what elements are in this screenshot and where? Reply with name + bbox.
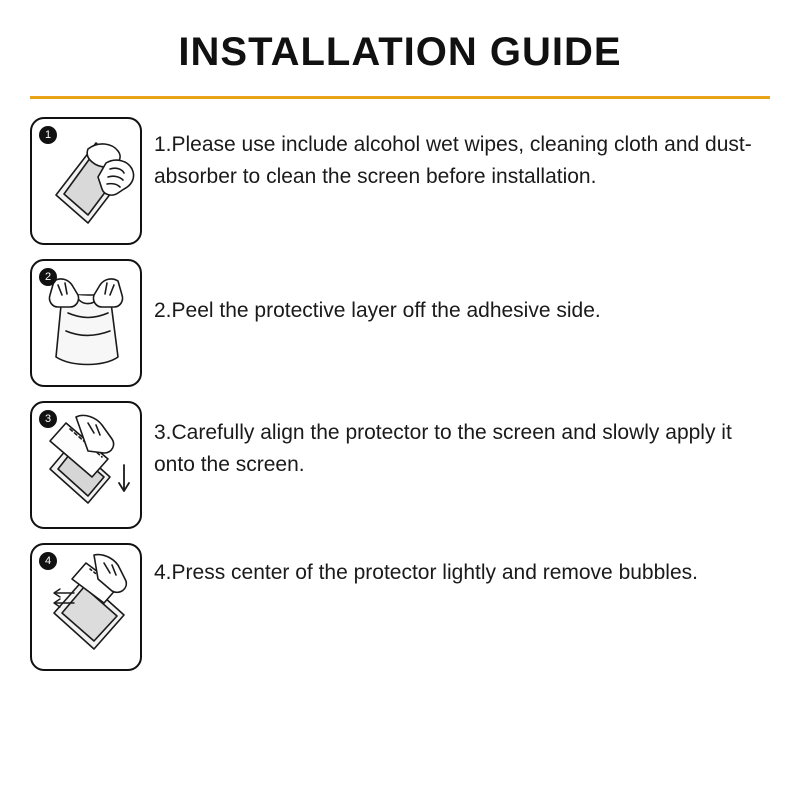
page-header xyxy=(0,0,800,74)
step-number-badge: 4 xyxy=(39,552,57,570)
step-text: 3.Carefully align the protector to the screen and slowly apply it onto the screen. xyxy=(154,421,732,476)
list-item xyxy=(30,401,770,529)
step-illustration-1 xyxy=(30,117,142,245)
step-illustration-2 xyxy=(30,259,142,387)
step-number-badge: 1 xyxy=(39,126,57,144)
step-illustration-3 xyxy=(30,401,142,529)
step-number-badge: 3 xyxy=(39,410,57,428)
step-text: 2.Peel the protective layer off the adhesive side. xyxy=(154,299,601,322)
step-text: 4.Press center of the protector lightly and remove bubbles. xyxy=(154,561,698,584)
list-item xyxy=(30,543,770,671)
step-number-badge: 2 xyxy=(39,268,57,286)
steps-list xyxy=(0,99,800,671)
list-item xyxy=(30,117,770,245)
page-title: INSTALLATION GUIDE xyxy=(178,30,622,74)
step-illustration-4 xyxy=(30,543,142,671)
list-item xyxy=(30,259,770,387)
step-text: 1.Please use include alcohol wet wipes, cleaning cloth and dust-absorber to clean the screen before installation. xyxy=(154,133,752,188)
